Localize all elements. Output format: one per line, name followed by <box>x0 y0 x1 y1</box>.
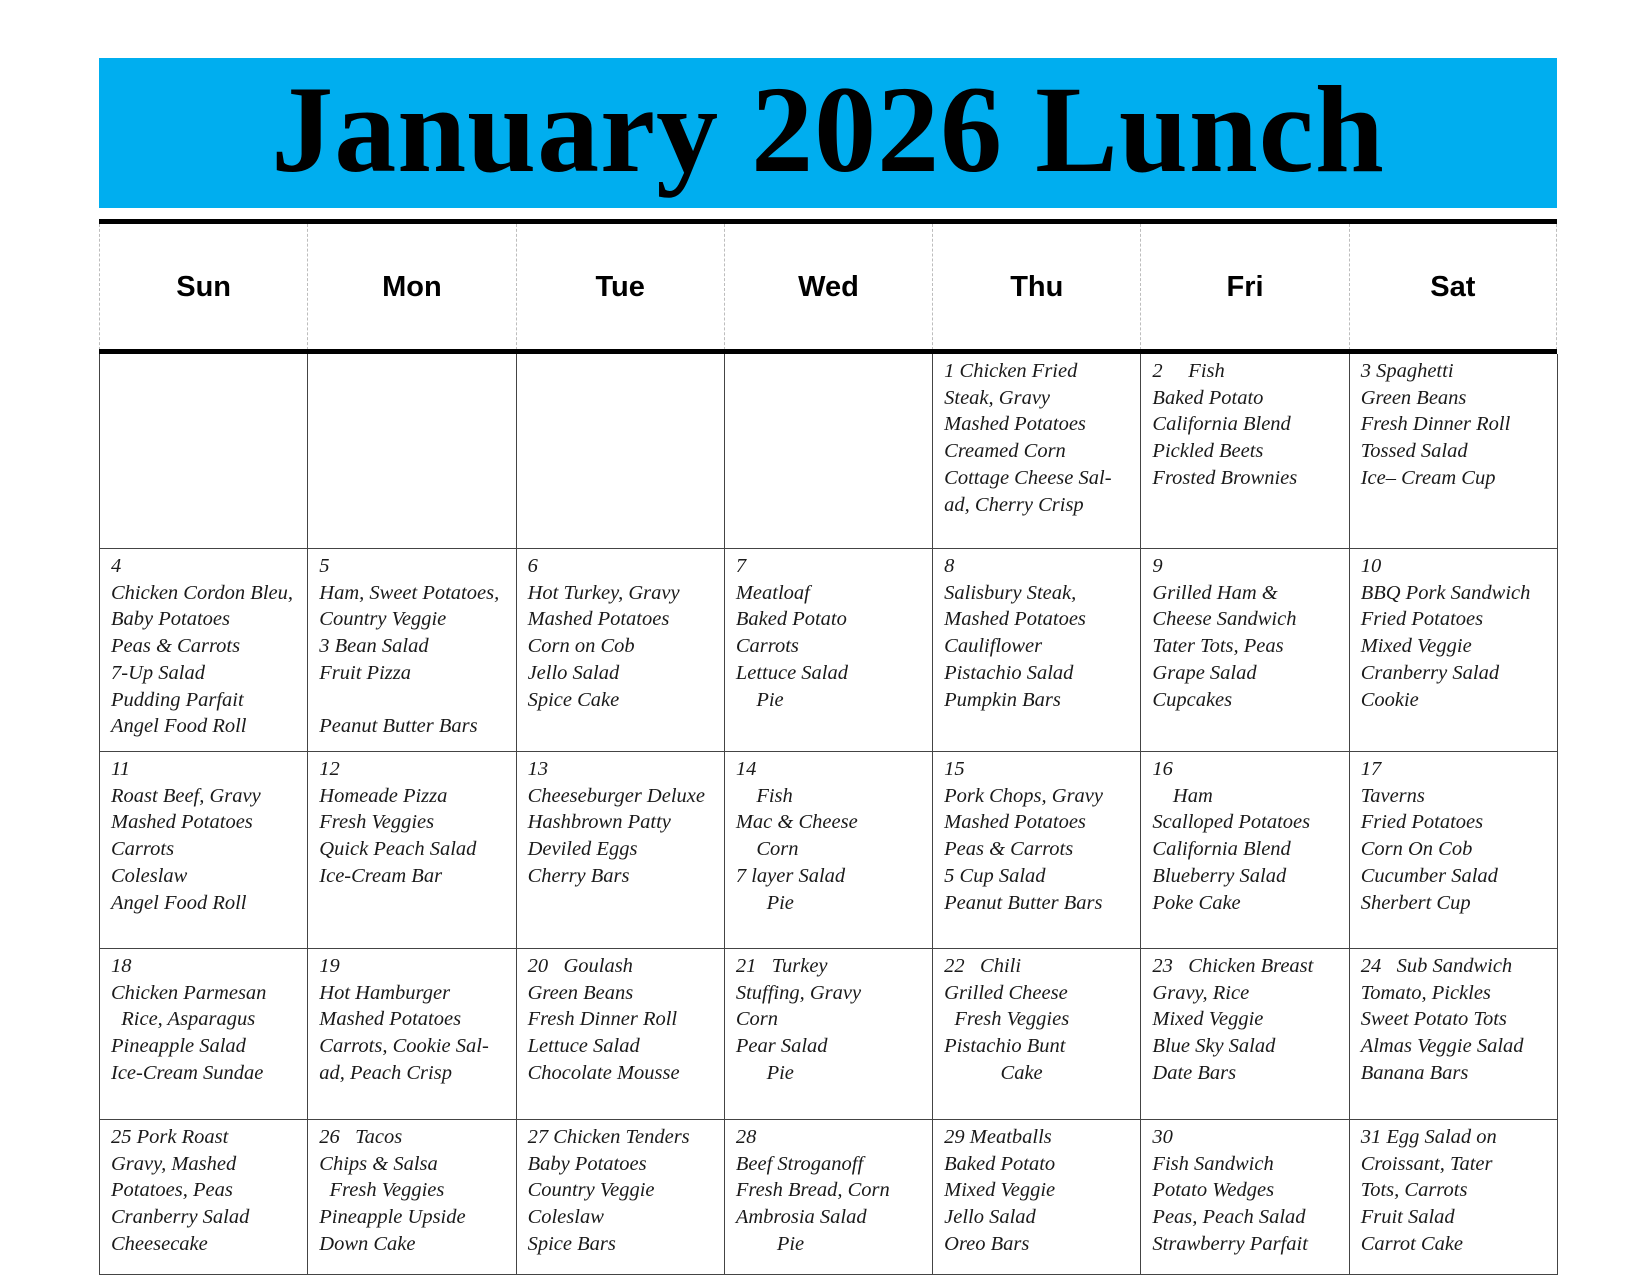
menu-item: Fresh Dinner Roll <box>1360 413 1511 436</box>
menu-item: Baby Potatoes <box>111 608 230 631</box>
day-number-entry: 26 Tacos <box>319 1126 403 1148</box>
menu-item: Potatoes, Peas <box>111 1179 233 1202</box>
menu-item: Fresh Veggies <box>319 1179 445 1202</box>
menu-item: Mashed Potatoes <box>944 413 1086 436</box>
day-number-entry: 8 <box>944 555 955 577</box>
day-cell <box>517 1120 725 1275</box>
weekday-header-fri: Fri <box>1140 224 1348 350</box>
menu-item: Hashbrown Patty <box>527 811 671 834</box>
day-cell <box>1350 1120 1558 1275</box>
day-cell <box>725 1120 933 1275</box>
day-cell <box>933 1120 1141 1275</box>
menu-item: 3 Bean Salad <box>319 635 429 658</box>
day-number-entry: 30 <box>1152 1126 1173 1148</box>
day-cell <box>725 752 933 949</box>
menu-item: Carrots <box>111 838 175 861</box>
menu-item: Pie <box>735 1232 805 1255</box>
day-number-entry: 22 Chili <box>944 955 1022 977</box>
day-cell <box>933 354 1141 549</box>
title-banner <box>99 58 1557 208</box>
menu-item: Mashed Potatoes <box>944 608 1086 631</box>
day-cell <box>1350 752 1558 949</box>
menu-item: Ice-Cream Sundae <box>111 1061 264 1084</box>
menu-item: Down Cake <box>319 1232 416 1255</box>
menu-item: Chips & Salsa <box>319 1152 438 1175</box>
menu-item: Fresh Veggies <box>319 811 435 834</box>
day-number-entry: 18 <box>111 955 132 977</box>
menu-item: Strawberry Parfait <box>1152 1232 1308 1255</box>
menu-item: Deviled Eggs <box>527 838 638 861</box>
menu-item: Croissant, Tater <box>1360 1152 1493 1175</box>
menu-item: Mashed Potatoes <box>319 1008 462 1031</box>
menu-item: Chicken Parmesan <box>111 981 267 1004</box>
menu-item: Pickled Beets <box>1152 440 1264 463</box>
menu-item: Steak, Gravy <box>944 386 1051 409</box>
day-number-entry: 11 <box>111 758 130 780</box>
menu-item: California Blend <box>1152 838 1291 861</box>
day-number-entry: 1 Chicken Fried <box>944 360 1078 382</box>
menu-item: Banana Bars <box>1360 1061 1469 1084</box>
day-number-entry: 31 Egg Salad on <box>1360 1126 1497 1148</box>
menu-item: Angel Food Roll <box>111 891 247 914</box>
day-cell <box>1141 1120 1349 1275</box>
menu-item: Blueberry Salad <box>1152 864 1287 887</box>
menu-item: Ham <box>1152 784 1213 807</box>
page-title: January 2026 Lunch <box>271 61 1385 198</box>
menu-item: Ice– Cream Cup <box>1360 466 1496 489</box>
menu-item: Chicken Cordon Bleu, <box>111 581 293 604</box>
menu-item: Gravy, Rice <box>1152 981 1250 1004</box>
menu-item: Oreo Bars <box>944 1232 1030 1255</box>
menu-item: Pear Salad <box>735 1035 828 1058</box>
menu-item: Carrots <box>735 635 799 658</box>
menu-item: Corn <box>735 838 799 861</box>
menu-item: Jello Salad <box>527 661 620 684</box>
day-cell <box>1141 752 1349 949</box>
menu-item: Baby Potatoes <box>527 1152 647 1175</box>
day-cell <box>100 752 308 949</box>
menu-item: Carrots, Cookie Sal- <box>319 1035 489 1058</box>
menu-item: Pistachio Salad <box>944 661 1074 684</box>
day-number-entry: 2 Fish <box>1152 360 1225 382</box>
menu-item: Ice-Cream Bar <box>319 864 443 887</box>
menu-item: Cauliflower <box>944 635 1043 658</box>
menu-item: 5 Cup Salad <box>944 864 1046 887</box>
menu-item: Carrot Cake <box>1360 1232 1464 1255</box>
day-cell <box>1141 354 1349 549</box>
menu-item: Quick Peach Salad <box>319 838 477 861</box>
menu-item: Cranberry Salad <box>111 1206 250 1229</box>
day-number-entry: 10 <box>1360 555 1382 577</box>
menu-item: Tots, Carrots <box>1360 1179 1468 1202</box>
menu-item: Taverns <box>1360 784 1425 807</box>
menu-item: Grape Salad <box>1152 661 1257 684</box>
day-number-entry: 20 Goulash <box>527 955 633 977</box>
menu-item: Ham, Sweet Potatoes, <box>319 581 500 604</box>
day-cell <box>725 549 933 752</box>
day-number-entry: 12 <box>319 758 340 780</box>
menu-item: ad, Cherry Crisp <box>944 493 1084 516</box>
menu-item: 7-Up Salad <box>111 661 205 684</box>
menu-item: Fish Sandwich <box>1152 1152 1274 1175</box>
menu-item: Sweet Potato Tots <box>1360 1008 1507 1031</box>
day-number-entry: 14 <box>735 758 757 780</box>
day-cell <box>517 752 725 949</box>
weekday-header-wed: Wed <box>724 224 932 350</box>
menu-item: Poke Cake <box>1152 891 1241 914</box>
weekday-header-sat: Sat <box>1349 224 1557 350</box>
menu-item: Roast Beef, Gravy <box>111 784 261 807</box>
day-number-entry: 25 Pork Roast <box>111 1126 229 1148</box>
day-cell <box>1350 354 1558 549</box>
day-cell <box>725 949 933 1120</box>
empty-day-cell <box>308 354 516 549</box>
menu-item: Tossed Salad <box>1360 440 1468 463</box>
menu-item: Cottage Cheese Sal- <box>944 466 1112 489</box>
day-number-entry: 9 <box>1152 555 1163 577</box>
menu-item: Mac & Cheese <box>735 811 858 834</box>
menu-item: Fried Potatoes <box>1360 608 1484 631</box>
menu-item: Meatloaf <box>735 581 810 604</box>
menu-item: California Blend <box>1152 413 1291 436</box>
day-number-entry: 7 <box>735 555 747 577</box>
menu-item: Mashed Potatoes <box>944 811 1086 834</box>
day-cell <box>933 752 1141 949</box>
menu-item: Baked Potato <box>735 608 847 631</box>
menu-item: Pineapple Upside <box>319 1206 466 1229</box>
menu-item: Baked Potato <box>944 1152 1056 1175</box>
menu-item: Spice Bars <box>527 1232 616 1255</box>
menu-item: Cherry Bars <box>527 864 630 887</box>
weekday-header-thu: Thu <box>932 224 1140 350</box>
menu-item: Country Veggie <box>527 1179 655 1202</box>
day-number-entry: 16 <box>1152 758 1173 780</box>
menu-item: Spice Cake <box>527 688 620 711</box>
empty-day-cell <box>517 354 725 549</box>
menu-item: Mashed Potatoes <box>527 608 670 631</box>
menu-item: Cheesecake <box>111 1232 208 1255</box>
menu-item: Salisbury Steak, <box>944 581 1077 604</box>
empty-day-cell <box>725 354 933 549</box>
menu-item: Grilled Ham & <box>1152 581 1278 604</box>
menu-item: Gravy, Mashed <box>111 1152 237 1175</box>
menu-item: Cranberry Salad <box>1360 661 1500 684</box>
menu-item: ad, Peach Crisp <box>319 1061 452 1084</box>
menu-item: Pie <box>735 1061 794 1084</box>
menu-item: Chocolate Mousse <box>527 1061 680 1084</box>
day-number-entry: 23 Chicken Breast <box>1152 955 1314 977</box>
day-cell <box>100 949 308 1120</box>
weekday-header-tue: Tue <box>516 224 724 350</box>
day-number-entry: 13 <box>527 758 549 780</box>
day-cell <box>308 949 516 1120</box>
menu-item: Pistachio Bunt <box>944 1035 1066 1058</box>
day-cell <box>933 949 1141 1120</box>
menu-item: Scalloped Potatoes <box>1152 811 1311 834</box>
menu-item: Sherbert Cup <box>1360 891 1471 914</box>
weekday-header-row <box>99 224 1557 350</box>
menu-item: Cookie <box>1360 688 1419 711</box>
day-cell <box>1350 949 1558 1120</box>
menu-item: Fried Potatoes <box>1360 811 1484 834</box>
menu-item: Coleslaw <box>527 1206 604 1229</box>
menu-item: Hot Hamburger <box>319 981 451 1004</box>
menu-item: Mixed Veggie <box>1152 1008 1264 1031</box>
menu-item: Corn on Cob <box>527 635 635 658</box>
menu-item: Homeade Pizza <box>319 784 448 807</box>
menu-item: Potato Wedges <box>1152 1179 1275 1202</box>
menu-item: Tater Tots, Peas <box>1152 635 1284 658</box>
day-number-entry: 3 Spaghetti <box>1360 360 1454 382</box>
menu-item: Lettuce Salad <box>735 661 849 684</box>
weekday-header-sun: Sun <box>99 224 307 350</box>
menu-item: Pie <box>735 891 794 914</box>
menu-item: Hot Turkey, Gravy <box>527 581 680 604</box>
day-cell <box>308 1120 516 1275</box>
menu-item: Peanut Butter Bars <box>944 891 1103 914</box>
menu-item: Baked Potato <box>1152 386 1264 409</box>
day-cell <box>517 949 725 1120</box>
empty-day-cell <box>100 354 308 549</box>
day-cell <box>517 549 725 752</box>
menu-item: Pie <box>735 688 784 711</box>
menu-item: Grilled Cheese <box>944 981 1068 1004</box>
menu-item: Frosted Brownies <box>1152 466 1298 489</box>
day-number-entry: 17 <box>1360 758 1382 780</box>
menu-item: Fresh Veggies <box>944 1008 1070 1031</box>
menu-item: Cheese Sandwich <box>1152 608 1297 631</box>
menu-item <box>319 687 509 714</box>
menu-item: Rice, Asparagus <box>111 1008 256 1031</box>
day-number-entry: 27 Chicken Tenders <box>527 1126 690 1148</box>
menu-item: 7 layer Salad <box>735 864 846 887</box>
menu-item: Cake <box>944 1061 1043 1084</box>
weekday-header-mon: Mon <box>307 224 515 350</box>
menu-item: Jello Salad <box>944 1206 1036 1229</box>
menu-item: Corn <box>735 1008 778 1031</box>
day-number-entry: 19 <box>319 955 340 977</box>
menu-item: Tomato, Pickles <box>1360 981 1491 1004</box>
menu-item: Cheeseburger Deluxe <box>527 784 705 807</box>
menu-item: Fresh Bread, Corn <box>735 1179 890 1202</box>
day-cell <box>1141 949 1349 1120</box>
menu-item: Coleslaw <box>111 864 188 887</box>
menu-item: Fish <box>735 784 793 807</box>
menu-item: Pumpkin Bars <box>944 688 1061 711</box>
day-number-entry: 29 Meatballs <box>944 1126 1052 1148</box>
day-cell <box>1141 549 1349 752</box>
menu-item: Pork Chops, Gravy <box>944 784 1103 807</box>
menu-item: Almas Veggie Salad <box>1360 1035 1524 1058</box>
day-number-entry: 5 <box>319 555 330 577</box>
menu-item: Fresh Dinner Roll <box>527 1008 678 1031</box>
calendar-grid <box>99 354 1558 1275</box>
menu-item: Peas & Carrots <box>944 838 1074 861</box>
day-cell <box>100 549 308 752</box>
menu-item: Beef Stroganoff <box>735 1152 864 1175</box>
day-number-entry: 4 <box>111 555 122 577</box>
menu-item: Green Beans <box>527 981 634 1004</box>
menu-item: Peanut Butter Bars <box>319 715 478 738</box>
menu-item: Pineapple Salad <box>111 1035 246 1058</box>
menu-item: Mashed Potatoes <box>111 811 253 834</box>
menu-item: Pudding Parfait <box>111 688 244 711</box>
menu-item: Creamed Corn <box>944 440 1066 463</box>
day-number-entry: 15 <box>944 758 965 780</box>
menu-item: Fruit Salad <box>1360 1206 1455 1229</box>
day-number-entry: 21 Turkey <box>735 955 828 977</box>
menu-item: Stuffing, Gravy <box>735 981 862 1004</box>
day-cell <box>100 1120 308 1275</box>
menu-item: Peas, Peach Salad <box>1152 1206 1306 1229</box>
menu-item: Blue Sky Salad <box>1152 1035 1276 1058</box>
day-cell <box>308 549 516 752</box>
menu-item: Ambrosia Salad <box>735 1206 867 1229</box>
menu-item: Angel Food Roll <box>111 715 247 738</box>
menu-item: Corn On Cob <box>1360 838 1473 861</box>
day-cell <box>933 549 1141 752</box>
menu-item: Fruit Pizza <box>319 661 411 684</box>
menu-item: Country Veggie <box>319 608 447 631</box>
day-number-entry: 6 <box>527 555 538 577</box>
menu-item: Mixed Veggie <box>1360 635 1472 658</box>
menu-item: BBQ Pork Sandwich <box>1360 581 1531 604</box>
menu-item: Date Bars <box>1152 1061 1237 1084</box>
day-number-entry: 24 Sub Sandwich <box>1360 955 1513 977</box>
menu-item: Mixed Veggie <box>944 1179 1056 1202</box>
menu-item: Cupcakes <box>1152 688 1233 711</box>
menu-item: Green Beans <box>1360 386 1467 409</box>
day-cell <box>308 752 516 949</box>
day-cell <box>1350 549 1558 752</box>
menu-item: Peas & Carrots <box>111 635 241 658</box>
day-number-entry: 28 <box>735 1126 757 1148</box>
menu-item: Lettuce Salad <box>527 1035 640 1058</box>
menu-item: Cucumber Salad <box>1360 864 1498 887</box>
